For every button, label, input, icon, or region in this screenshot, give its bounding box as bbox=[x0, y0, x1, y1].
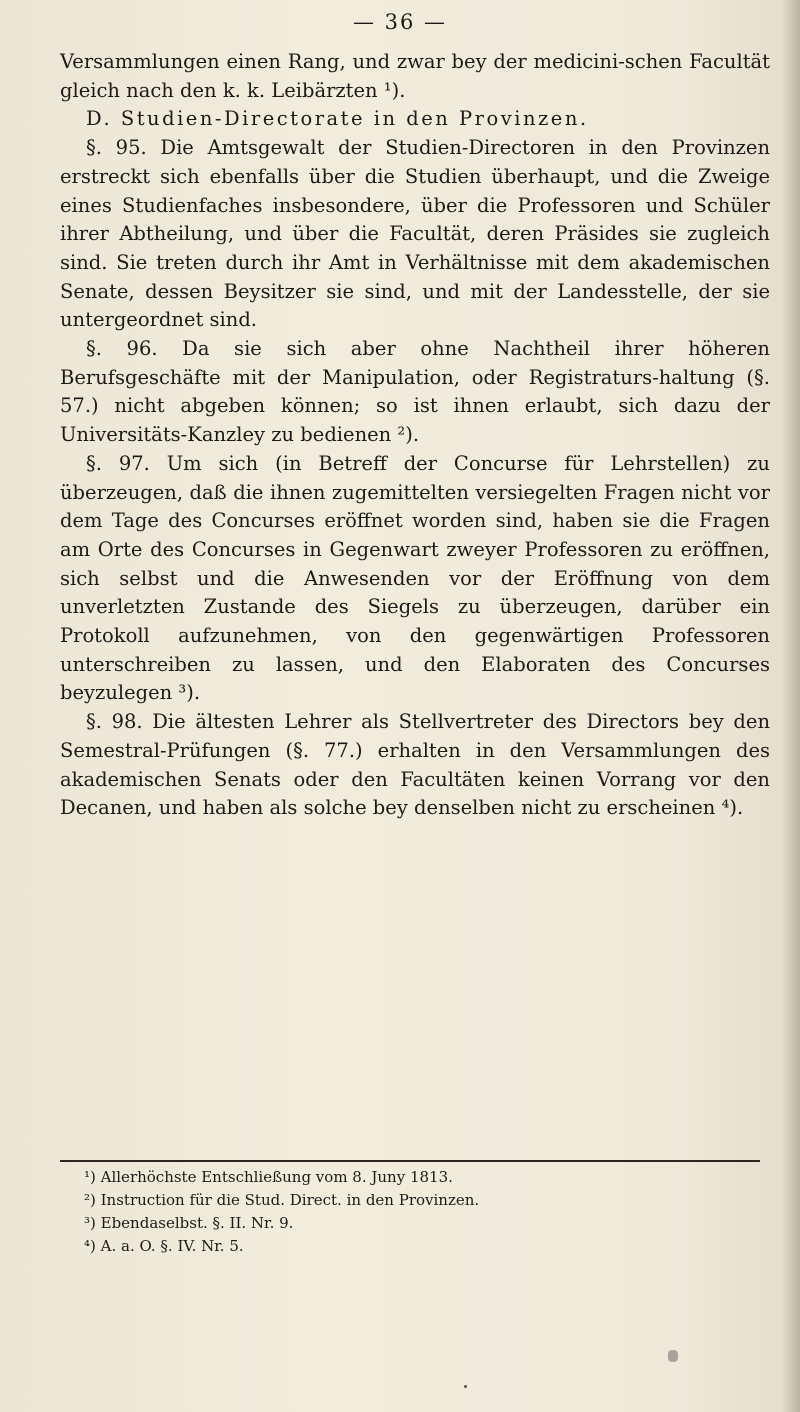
footnote-4: ⁴) A. a. O. §. IV. Nr. 5. bbox=[84, 1237, 244, 1255]
section-heading-d: D. Studien-Directorate in den Provinzen. bbox=[86, 107, 589, 131]
page-number-header: — 36 — bbox=[352, 10, 448, 34]
main-text bbox=[60, 48, 770, 823]
paragraph-97: §. 97. Um sich (in Betreff der Concurse für Lehrstellen) zu überzeugen, daß die ihnen zugemittelten versiegelten Fragen nicht vor dem Tage des Concurses eröffnet worden sind, haben sie die Fragen am Orte des Concurses in Gegenwart zweyer Professoren zu eröffnen, sich selbst und die Anwesenden vor der Eröffnung von dem unverletzten Zustande des Siegels zu überzeugen, darüber ein Protokoll aufzunehmen, von den gegenwärtigen Professoren unterschreiben zu lassen, und den Elaboraten des Concurses beyzulegen ³). bbox=[60, 451, 770, 705]
footnote-1: ¹) Allerhöchste Entschließung vom 8. Juny 1813. bbox=[84, 1168, 453, 1186]
paragraph-96: §. 96. Da sie sich aber ohne Nachtheil ihrer höheren Berufsgeschäfte mit der Manipulation, oder Registraturs-haltung (§. 57.) nicht abgeben können; so ist ihnen erlaubt, sich dazu der Universitäts-Kanzley zu bedienen ²). bbox=[60, 337, 770, 447]
footnote-divider bbox=[60, 1160, 760, 1162]
footnote-2: ²) Instruction für die Stud. Direct. in den Provinzen. bbox=[84, 1191, 480, 1209]
footnote-3: ³) Ebendaselbst. §. II. Nr. 9. bbox=[84, 1214, 294, 1232]
paragraph-98: §. 98. Die ältesten Lehrer als Stellvertreter des Directors bey den Semestral-Prüfungen (§. 77.) erhalten in den Versammlungen des akademischen Senats oder den Facultäten keinen Vorrang vor den Decanen, und haben als solche bey denselben nicht zu erscheinen ⁴). bbox=[60, 710, 770, 820]
footnotes bbox=[60, 1166, 760, 1258]
paragraph-continuation: Versammlungen einen Rang, und zwar bey der medicini-schen Facultät gleich nach den k. k. Leibärzten ¹). bbox=[60, 50, 770, 102]
ink-blot bbox=[668, 1350, 678, 1362]
ink-dot bbox=[464, 1385, 467, 1388]
paragraph-95: §. 95. Die Amtsgewalt der Studien-Directoren in den Provinzen erstreckt sich ebenfalls über die Studien überhaupt, und die Zweige eines Studienfaches insbesondere, über die Professoren und Schüler ihrer Abtheilung, und über die Facultät, deren Präsides sie zugleich sind. Sie treten durch ihr Amt in Verhältnisse mit dem akademischen Senate, dessen Beysitzer sie sind, und mit der Landesstelle, der sie untergeordnet sind. bbox=[60, 136, 770, 332]
page-edge-shadow bbox=[782, 0, 800, 1412]
